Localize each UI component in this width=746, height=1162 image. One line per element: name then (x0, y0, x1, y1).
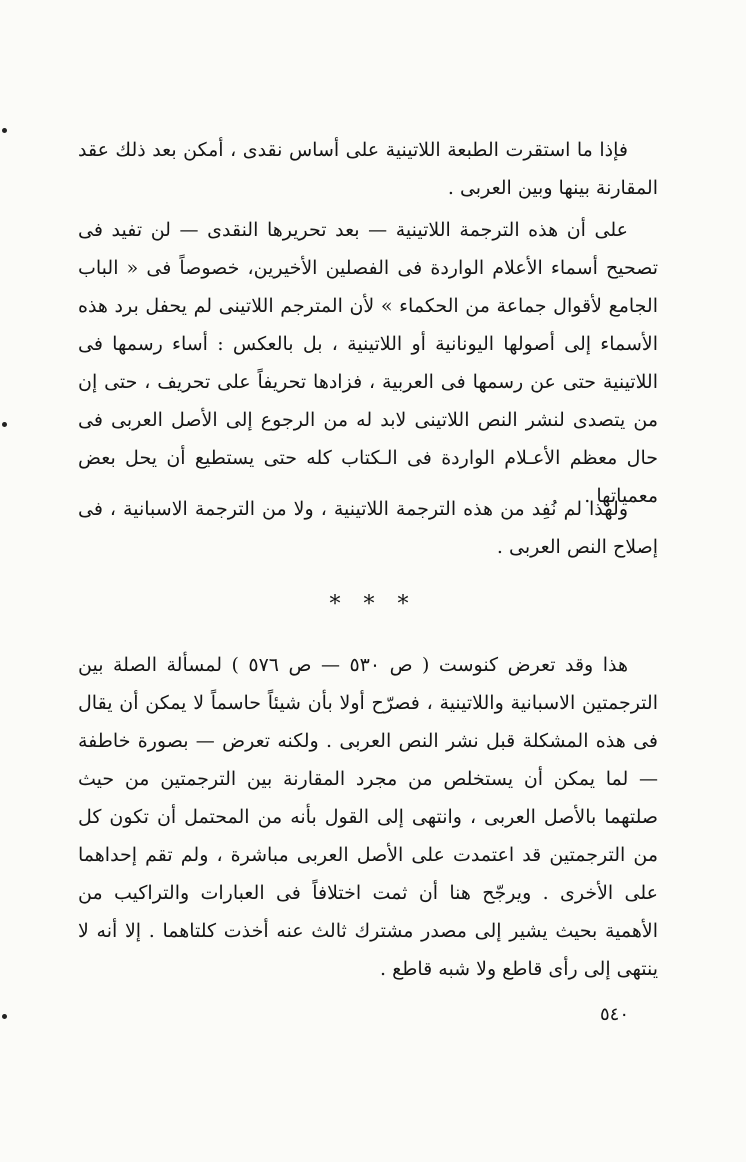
paragraph-4: هذا وقد تعرض كنوست ( ص ٥٣٠ — ص ٥٧٦ ) لمسألة الصلة بين الترجمتين الاسبانية واللاتينية ، فصرّح أولا بأن شيئاً حاسماً لا يمكن أن يقال فى هذه المشكلة قبل نشر النص العربى . ولكنه تعرض — بصورة خاطفة — لما يمكن أن يستخلص من مجرد المقارنة بين الترجمتين من حيث صلتهما بالأصل العربى ، وانتهى إلى القول بأنه من المحتمل أن تكون كل من الترجمتين قد اعتمدت على الأصل العربى مباشرة ، ولم تقم إحداهما على الأخرى . ويرجّح هنا أن ثمت اختلافاً فى العبارات والتراكيب من الأهمية بحيث يشير إلى مصدر مشترك ثالث عنه أخذت كلتاهما . إلا أنه لا ينتهى إلى رأى قاطع ولا شبه قاطع . (78, 654, 659, 980)
margin-mark (2, 1014, 7, 1019)
margin-mark (2, 128, 7, 133)
paragraph-block (78, 131, 658, 207)
section-separator: * * * (329, 592, 417, 617)
paragraph-3: ولهذا لم نُفِد من هذه الترجمة اللاتينية ، ولا من الترجمة الاسبانية ، فى إصلاح النص العربى . (78, 498, 658, 558)
paragraph-block (78, 211, 658, 515)
paragraph-block (78, 490, 658, 566)
margin-mark (2, 422, 7, 427)
page-number: ٥٤٠ (600, 1004, 630, 1025)
paragraph-1: فإذا ما استقرت الطبعة اللاتينية على أساس نقدى ، أمكن بعد ذلك عقد المقارنة بينها وبين العربى . (78, 139, 658, 199)
paragraph-2: على أن هذه الترجمة اللاتينية — بعد تحريرها النقدى — لن تفيد فى تصحيح أسماء الأعلام الواردة فى الفصلين الأخيرين، خصوصاً فى « الباب الجامع لأقوال جماعة من الحكماء » لأن المترجم اللاتينى لم يحفل برد هذه الأسماء إلى أصولها اليونانية أو اللاتينية ، بل بالعكس : أساء رسمها فى اللاتينية حتى عن رسمها فى العربية ، فزادها تحريفاً على تحريف ، حتى إن من يتصدى لنشر النص اللاتينى لابد له من الرجوع إلى الأصل العربى فى حال معظم الأعـلام الواردة فى الـكتاب كله حتى يستطيع أن يحل بعض معمياتها . (78, 219, 658, 507)
paragraph-block (78, 646, 658, 988)
